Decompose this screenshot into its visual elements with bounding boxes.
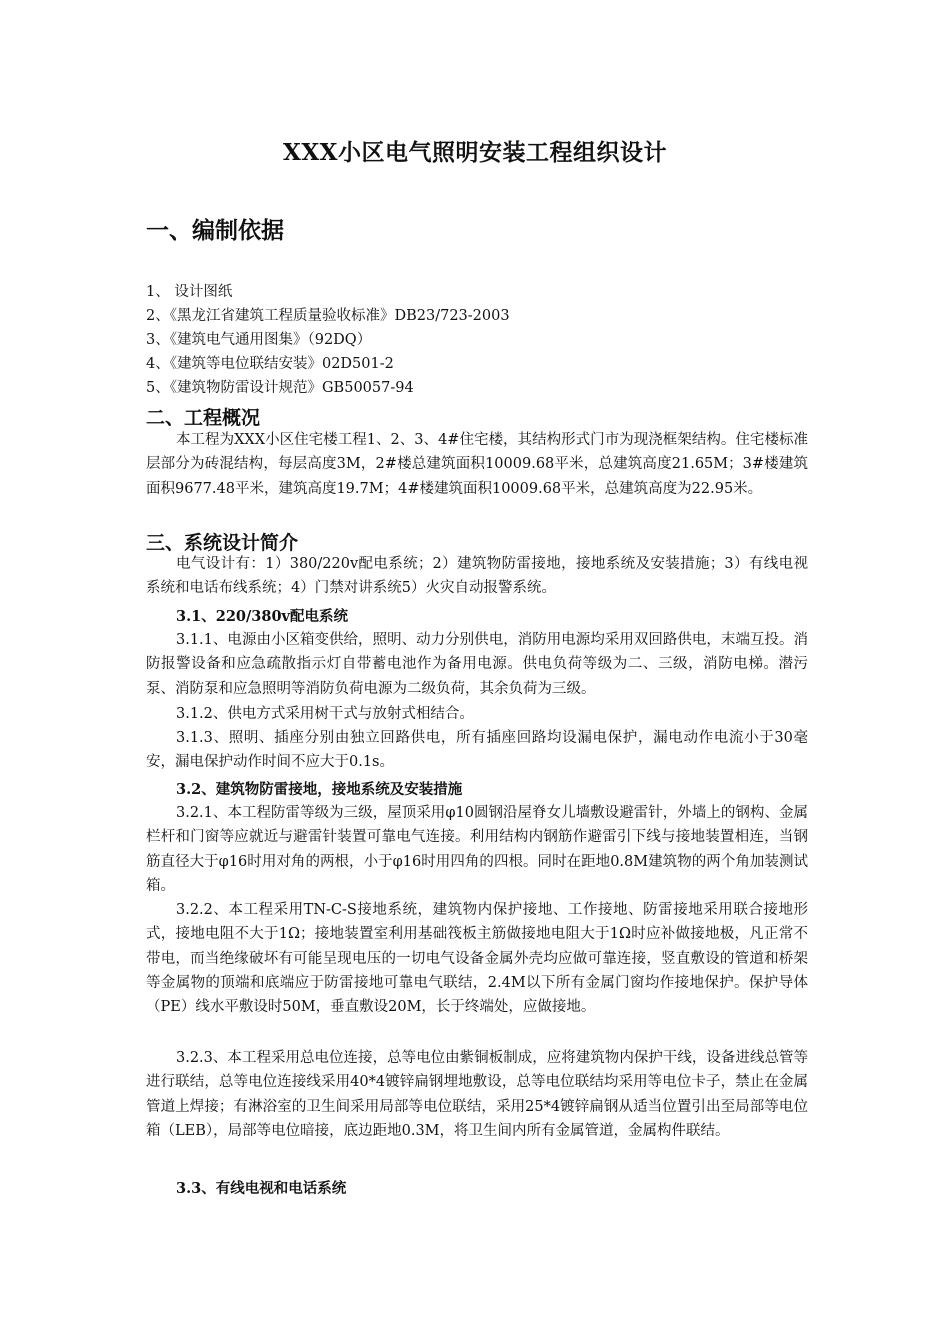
system-intro-paragraph: 电气设计有：1）380/220v配电系统；2）建筑物防雷接地，接地系统及安装措施；3）有线电视系统和电话布线系统；4）门禁对讲系统5）火灾自动报警系统。	[146, 556, 808, 597]
lightning-paragraph-3: 3.2.3、本工程采用总电位连接，总等电位由紫铜板制成，应将建筑物内保护干线，设备进线总管等进行联结，总等电位连接线采用40*4镀锌扁钢埋地敷设，总等电位联结均采用等电位卡子，禁止在金属管道上焊接；有淋浴室的卫生间采用局部等电位联结，采用25*4镀锌扁钢从适当位置引出至局部等电位箱（LEB），局部等电位暗接，底边距地0.3M，将卫生间内所有金属管道，金属构件联结。	[146, 1050, 808, 1139]
list-item: 1、 设计图纸	[146, 284, 233, 300]
section-heading-basis: 一、编制依据	[146, 218, 284, 244]
subsection-heading-lightning: 3.2、建筑物防雷接地，接地系统及安装措施	[176, 781, 463, 798]
overview-paragraph: 本工程为XXX小区住宅楼工程1、2、3、4#住宅楼，其结构形式门市为现浇框架结构。住宅楼标准层部分为砖混结构，每层高度3M，2#楼总建筑面积10009.68平米，总建筑高度21.65M；3#楼建筑面积9677.48平米，建筑高度19.7M；4#楼建筑面积10009.68平米，总建筑高度为22.95米。	[146, 432, 808, 497]
list-item: 5、《建筑物防雷设计规范》GB50057-94	[146, 380, 414, 396]
subsection-heading-tv-phone: 3.3、有线电视和电话系统	[176, 1180, 347, 1197]
document-title: XXX小区电气照明安装工程组织设计	[282, 139, 668, 166]
power-paragraph-1: 3.1.1、电源由小区箱变供给，照明、动力分别供电，消防用电源均采用双回路供电，末端互投。消防报警设备和应急疏散指示灯自带蓄电池作为备用电源。供电负荷等级为二、三级，消防电梯。潜污泵、消防泵和应急照明等消防负荷电源为二级负荷，其余负荷为三级。	[146, 632, 808, 697]
list-item: 3、《建筑电气通用图集》（92DQ）	[146, 332, 372, 348]
power-paragraph-2: 3.1.2、供电方式采用树干式与放射式相结合。	[176, 706, 474, 722]
lightning-paragraph-2: 3.2.2、本工程采用TN-C-S接地系统，建筑物内保护接地、工作接地、防雷接地采用联合接地形式，接地电阻不大于1Ω；接地装置室利用基础筏板主筋做接地电阻大于1Ω时应补做接地极，凡正常不带电，而当绝缘破坏有可能呈现电压的一切电气设备金属外壳均应做可靠连接，竖直敷设的管道和桥架等金属物的顶端和底端应于防雷接地可靠电气联结，2.4M以下所有金属门窗均作接地保护。保护导体（PE）线水平敷设时50M，垂直敷设20M，长于终端处，应做接地。	[146, 902, 808, 1016]
subsection-heading-power: 3.1、220/380v配电系统	[176, 608, 348, 625]
lightning-paragraph-1: 3.2.1、本工程防雷等级为三级，屋顶采用φ10圆钢沿屋脊女儿墙敷设避雷针，外墙上的钢构、金属栏杆和门窗等应就近与避雷针装置可靠电气连接。利用结构内钢筋作避雷引下线与接地装置相连，当钢筋直径大于φ16时用对角的两根，小于φ16时用四角的四根。同时在距地0.8M建筑物的两个角加装测试箱。	[146, 805, 808, 894]
basis-list	[146, 280, 510, 400]
power-paragraph-3: 3.1.3、照明、插座分别由独立回路供电，所有插座回路均设漏电保护，漏电动作电流小于30毫安，漏电保护动作时间不应大于0.1s。	[146, 730, 808, 771]
list-item: 4、《建筑等电位联结安装》02D501-2	[146, 356, 394, 372]
list-item: 2、《黑龙江省建筑工程质量验收标准》DB23/723-2003	[146, 308, 510, 324]
section-heading-overview: 二、工程概况	[146, 407, 261, 429]
section-heading-system: 三、系统设计简介	[146, 532, 299, 554]
